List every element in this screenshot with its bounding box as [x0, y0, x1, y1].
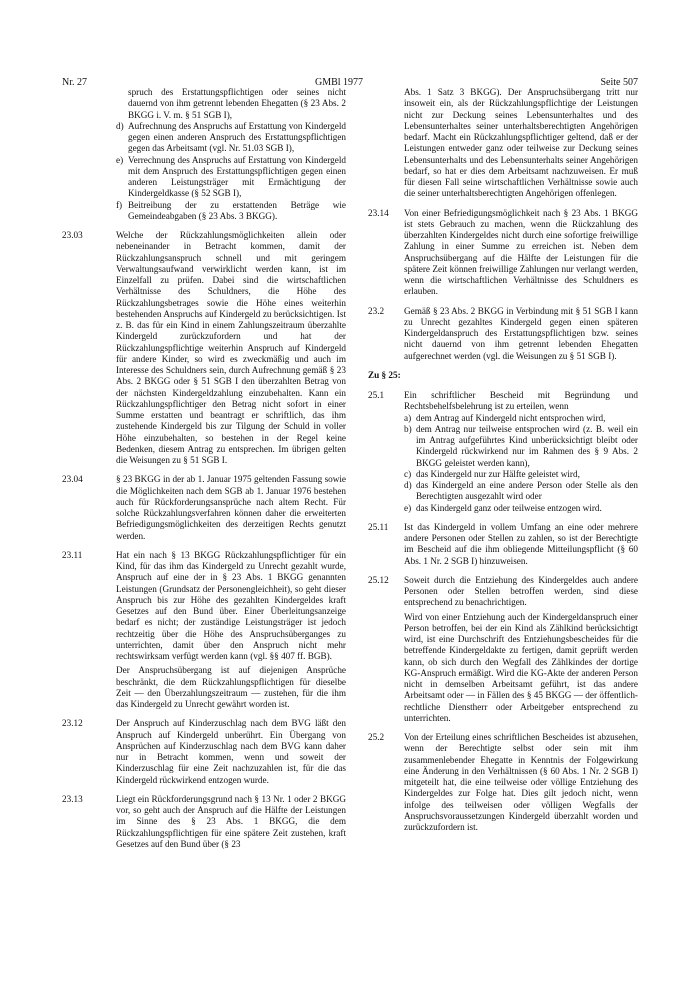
section-number: 25.12 — [368, 574, 389, 585]
section-23-04 — [62, 474, 346, 542]
paragraph: Von der Erteilung eines schriftlichen Bescheides ist abzusehen, wenn der Berechtigte selbst oder sein mit ihm zusammenlebender Ehegatte in Kenntnis der Folgewirkung eine Änderung in den Verhältnissen (§ 60 Abs. 1 Nr. 2 SGB I) mitgeteilt hat, die eine teilweise oder völlige Entziehung des Kindergeldes zur Folge hat. Dies gilt jedoch nicht, wenn infolge des teilweisen oder völligen Wegfalls der Anspruchsvoraussetzungen Kindergeld überzahlt worden und zurückzufordern ist. — [404, 732, 638, 832]
list-item-text: Beitreibung der zu erstattenden Beträge wie Gemeindeabgaben (§ 23 Abs. 3 BKGG). — [128, 199, 346, 221]
issue-number: Nr. 27 — [62, 77, 87, 88]
list-marker: e) — [404, 502, 412, 513]
list-item-text: spruch des Erstattungspflichtigen oder seines nicht dauernd von ihm getrennt lebenden Ehegatten (§ 23 Abs. 2 BKGG i. V. m. § 51 SGB I), — [128, 87, 346, 120]
section-number: 23.2 — [368, 305, 385, 316]
paragraph: Liegt ein Rückforderungsgrund nach § 13 Nr. 1 oder 2 BKGG vor, so geht auch der Anspruch auf die Hälfte der Leistungen im Sinne des § 23 Abs. 1 BKGG, die dem Rückzahlungspflichtigen für eine spätere Zeit zustehen, kraft Gesetzes auf den Bund über (§ 23 — [116, 793, 346, 849]
section-number: 23.12 — [62, 718, 83, 729]
section-25-1 — [368, 390, 638, 514]
section-number: 23.03 — [62, 230, 83, 240]
list-item — [116, 155, 346, 200]
paragraph: Soweit durch die Entziehung des Kindergeldes auch andere Personen oder Stellen betroffen werden, sind diese entsprechend zu benachrichtigen. — [404, 574, 638, 608]
paragraph: Hat ein nach § 13 BKGG Rückzahlungspflichtiger für ein Kind, für das ihm das Kindergeld zu Unrecht gezahlt wurde, Anspruch auf eine der in § 23 Abs. 1 BKGG genannten Leistungen (Grundsatz der Personengleichheit), so geht dieser Anspruch bis zur Höhe des gezahlten Kindergeldes kraft Gesetzes auf den Bund über. Einer Überleitungsanzeige bedarf es nicht; der zuständige Leistungsträger ist jedoch rechtzeitig über die Höhe des Anspruchsüberganges zu unterrichten, damit über den Anspruch nicht mehr rechtswirksam verfügt werden kann (vgl. §§ 407 ff. BGB). — [116, 549, 346, 661]
list-item-text: Verrechnung des Anspruchs auf Erstattung von Kindergeld mit dem Anspruch des Erstattungspflichtigen gegen einen anderen Leistungsträger mit Ermächtigung der Kindergeldkasse (§ 52 SGB I), — [128, 154, 346, 199]
list-item-text: Aufrechnung des Anspruchs auf Erstattung von Kindergeld gegen einen anderen Anspruch des Erstattungspflichtigen gegen das Arbeitsamt (vgl. Nr. 51.03 SGB I), — [128, 120, 346, 154]
section-heading: Zu § 25: — [368, 369, 401, 380]
list-marker: d) — [404, 480, 412, 490]
section-23-14 — [368, 208, 638, 298]
paragraph: Der Anspruch auf Kinderzuschlag nach dem BVG läßt den Anspruch auf Kindergeld unberührt. Ein Übergang von Ansprüchen auf Kinderzuschlag nach dem BVG kann daher nur in Betracht kommen, wenn und soweit der Kinderzuschlag für eine Zeit nachzuzahlen ist, für die das Kindergeld rückwirkend entzogen wurde. — [116, 718, 346, 785]
section-number: 23.04 — [62, 474, 83, 485]
section-23-03 — [62, 230, 346, 466]
section-25-11 — [368, 522, 638, 567]
list-marker: f) — [116, 199, 123, 210]
right-column — [368, 87, 638, 841]
list-item — [404, 469, 638, 480]
list-item-text: das Kindergeld ganz oder teilweise entzogen wird. — [416, 502, 602, 513]
paragraph: Gemäß § 23 Abs. 2 BKGG in Verbindung mit § 51 SGB I kann zu Unrecht gezahltes Kindergeld gegen einen späteren Kindergeldanspruch des Erstattungspflichtigen bzw. seines nicht dauernd von ihm getrennt lebenden Ehegatten aufgerechnet werden (vgl. die Weisungen zu § 51 SGB I). — [404, 305, 638, 361]
paragraph: Der Anspruchsübergang ist auf diejenigen Ansprüche beschränkt, die dem Rückzahlungspflichtigen für dieselbe Zeit — den Überzahlungszeitraum — zustehen, für die ihm das Kindergeld zu Unrecht gewährt worden ist. — [116, 665, 346, 709]
paragraph: § 23 BKGG in der ab 1. Januar 1975 geltenden Fassung sowie die Möglichkeiten nach dem SGB ab 1. Januar 1976 bestehen auch für Rückforderungsansprüche nach altem Recht. Für solche Rückzahlungsverfahren können daher die erweiterten Befriedigungsmöglichkeiten des derzeitigen Rechts genutzt werden. — [116, 474, 346, 541]
list-marker: e) — [116, 154, 124, 165]
section-23-13 — [62, 794, 346, 850]
list-item — [404, 480, 638, 503]
paragraph: Abs. 1 Satz 3 BKGG). Der Anspruchsübergang tritt nur insoweit ein, als der Rückzahlungspflichtige der Leistungen nicht zur Deckung seines Lebensunterhaltes und des Lebensunterhaltes seiner unterhaltsberechtigten Angehörigen bedarf. Macht ein Rückzahlungspflichtiger geltend, daß er der Leistungen entweder ganz oder teilweise zur Deckung seines Lebensunterhalts und des Lebensunterhalts seiner Angehörigen bedarf, so hat er dies dem Arbeitsamt nachzuweisen. Er muß für diesen Fall seine wirtschaftlichen Verhältnisse sowie auch die seiner unterhaltsberechtigten Angehörigen offenlegen. — [404, 87, 638, 199]
paragraph: Wird von einer Entziehung auch der Kindergeldanspruch einer Person betroffen, bei der ein Kind als Zählkind berücksichtigt wird, ist eine Durchschrift des Entziehungsbescheides für die betreffende Kindergeldakte zu fertigen, damit geprüft werden kann, ob sich durch den Wegfall des Zählkindes der dortige KG-Anspruch ermäßigt. Wird die KG-Akte der anderen Person nicht in demselben Arbeitsamt geführt, ist das andere Arbeitsamt oder — in Fällen des § 45 BKGG — der öffentlich-rechtliche Dienstherr oder Arbeitgeber entsprechend zu unterrichten. — [404, 611, 638, 723]
list-item — [116, 87, 346, 121]
list-item — [116, 121, 346, 155]
list-item-text: das Kindergeld an eine andere Person oder Stelle als den Berechtigten ausgezahlt wird oder — [416, 480, 638, 502]
list-item-text: dem Antrag nur teilweise entsprochen wird (z. B. weil ein im Antrag aufgeführtes Kind unberücksichtigt bleibt oder Kindergeld rückwirkend nur im Rahmen des § 9 Abs. 2 BKGG geleistet werden kann), — [416, 423, 638, 468]
section-number: 25.11 — [368, 521, 389, 532]
section-23-2 — [368, 306, 638, 362]
section-number: 23.14 — [368, 207, 389, 218]
list-item — [404, 503, 638, 514]
section-23-11 — [62, 550, 346, 711]
section-number: 23.11 — [62, 549, 83, 560]
section-number: 25.2 — [368, 732, 385, 742]
paragraph-continuation — [368, 87, 638, 200]
page-number: Seite 507 — [600, 77, 638, 88]
paragraph: Welche der Rückzahlungsmöglichkeiten allein oder nebeneinander in Betracht kommen, damit der Rückzahlungsanspruch schnell und mit geringem Verwaltungsaufwand verwirklicht werden kann, ist im Einzelfall zu prüfen. Dabei sind die wirtschaftlichen Verhältnisse des Schuldners, die Höhe des Rückzahlungsbetrages sowie die Höhe eines weiterhin bestehenden Anspruchs auf Kindergeld zu berücksichtigen. Ist z. B. das für ein Kind in einem Zahlungszeitraum überzahlte Kindergeld zurückzufordern und hat der Rückzahlungspflichtige weiterhin Anspruch auf Kindergeld für andere Kinder, so wird es zweckmäßig und auch im Interesse des Schuldners sein, durch Aufrechnung gemäß § 23 Abs. 2 BKGG oder § 51 SGB I den überzahlten Betrag von der nächsten Kindergeldzahlung einzubehalten. Kann ein Rückzahlungspflichtiger den Betrag nicht sofort in einer Summe erstatten und beantragt er schriftlich, das ihm zustehende Kindergeld bis zur Tilgung der Schuld in voller Höhe einzubehalten, so bestehen in der Regel keine Bedenken, diesem Antrag zu entsprechen. Im übrigen gelten die Weisungen zu § 51 SGB I. — [116, 230, 346, 465]
list-marker: b) — [404, 423, 412, 434]
list-item — [116, 200, 346, 223]
section-23-12 — [62, 718, 346, 786]
paragraph: Von einer Befriedigungsmöglichkeit nach § 23 Abs. 1 BKGG ist stets Gebrauch zu machen, wenn die Rückzahlung des überzahlten Kindergeldes nicht durch eine sofortige freiwillige Zahlung in einer Summe zu erreichen ist. Neben dem Anspruchsübergang auf die Hälfte der Leistungen für die spätere Zeit können freiwillige Zahlungen nur verlangt werden, wenn die wirtschaftlichen Verhältnisse des Schuldners es erlauben. — [404, 207, 638, 297]
list-item-text: dem Antrag auf Kindergeld nicht entsprochen wird, — [416, 412, 606, 423]
section-number: 23.13 — [62, 793, 83, 804]
list-item-text: das Kindergeld nur zur Hälfte geleistet wird, — [416, 468, 580, 479]
list-item — [404, 413, 638, 424]
list-marker: c) — [404, 468, 412, 479]
section-number: 25.1 — [368, 390, 385, 400]
section-25-12 — [368, 575, 638, 724]
section-25-2 — [368, 732, 638, 833]
paragraph: Ein schriftlicher Bescheid mit Begründung und Rechtsbehelfsbelehrung ist zu erteilen, wenn — [404, 390, 638, 412]
left-column — [62, 87, 346, 858]
journal-title: GMBl 1977 — [315, 77, 364, 88]
list-item — [404, 424, 638, 469]
list-marker: d) — [116, 120, 124, 131]
list-continuation — [62, 87, 346, 222]
list-marker: a) — [404, 412, 412, 423]
paragraph: Ist das Kindergeld in vollem Umfang an eine oder mehrere andere Personen oder Stellen zu zahlen, so ist der Berechtigte im Bescheid auf die ihm obliegende Mitteilungspflicht (§ 60 Abs. 1 Nr. 2 SGB I) hinzuweisen. — [404, 521, 638, 566]
